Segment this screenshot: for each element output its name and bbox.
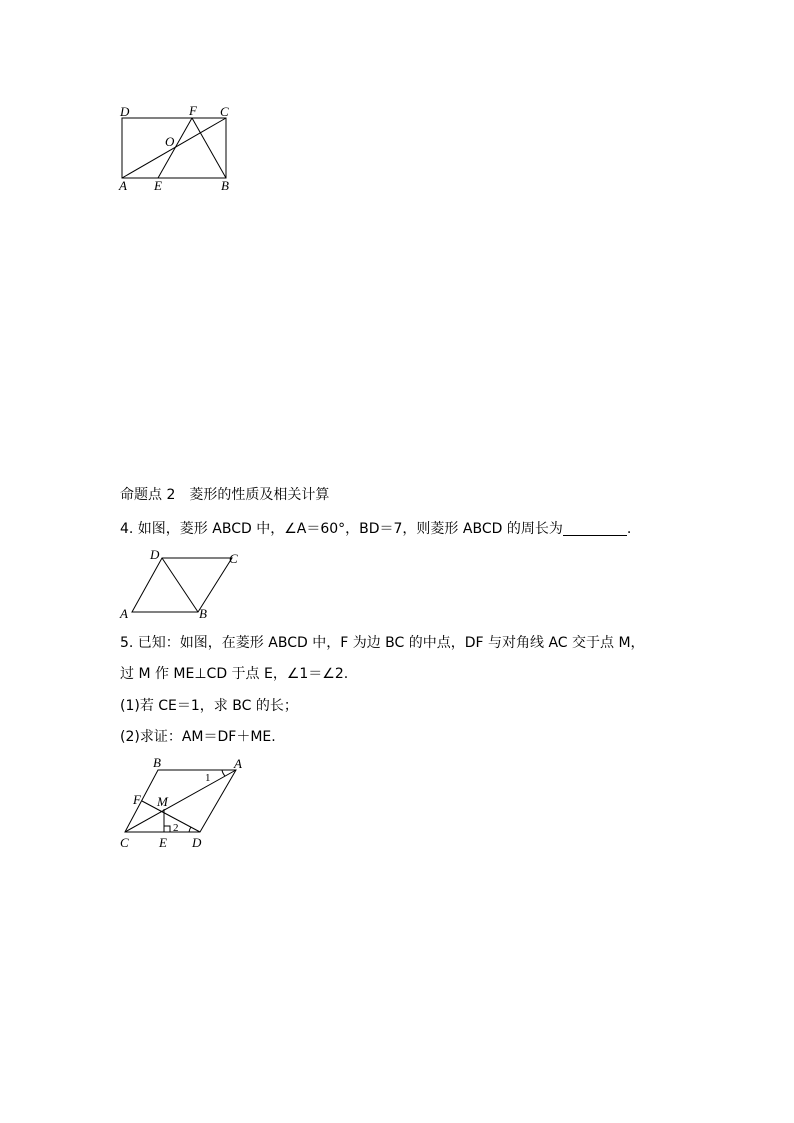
label-f: F xyxy=(133,792,141,807)
label-e: E xyxy=(154,178,162,193)
label-c: C xyxy=(229,551,238,566)
label-f: F xyxy=(189,103,197,118)
problem-5-part-2: (2)求证：AM＝DF＋ME. xyxy=(120,729,276,745)
label-b: B xyxy=(199,606,207,621)
label-angle-1: 1 xyxy=(205,772,211,784)
label-a: A xyxy=(120,606,128,621)
answer-blank[interactable] xyxy=(563,521,627,536)
figure-rhombus-abcd xyxy=(115,545,255,625)
label-e: E xyxy=(159,835,167,850)
problem-4-statement: 4. 如图，菱形 ABCD 中，∠A＝60°，BD＝7，则菱形 ABCD 的周长为 xyxy=(120,521,563,537)
label-a: A xyxy=(119,178,127,193)
problem-5-line-2: 过 M 作 ME⊥CD 于点 E，∠1＝∠2. xyxy=(120,666,349,682)
label-c: C xyxy=(120,835,129,850)
label-d: D xyxy=(150,547,160,562)
problem-4-period: . xyxy=(626,521,632,537)
problem-4-text xyxy=(120,520,631,538)
figure-rhombus-fme xyxy=(115,755,265,855)
label-c: C xyxy=(220,104,229,119)
label-b: B xyxy=(153,755,161,770)
label-d: D xyxy=(120,104,130,119)
segment-ef xyxy=(158,118,192,178)
label-a: A xyxy=(234,756,242,771)
segment-fb xyxy=(192,118,226,178)
problem-5-part-1: (1)若 CE＝1，求 BC 的长； xyxy=(120,698,298,714)
figure-rectangle-abcd xyxy=(110,100,250,200)
label-o: O xyxy=(165,134,175,149)
rhombus-outline xyxy=(132,558,232,612)
right-angle-mark xyxy=(164,826,170,832)
section-heading: 命题点 2 菱形的性质及相关计算 xyxy=(120,487,330,503)
label-d: D xyxy=(192,835,202,850)
angle-2-arc xyxy=(189,827,191,832)
label-b: B xyxy=(221,178,229,193)
label-m: M xyxy=(157,794,168,809)
problem-5-line-1: 5. 已知：如图，在菱形 ABCD 中，F 为边 BC 的中点，DF 与对角线 AC 交于点 M， xyxy=(120,635,645,651)
diagonal-bd xyxy=(162,558,198,612)
label-angle-2: 2 xyxy=(173,822,179,834)
angle-1-arc xyxy=(222,770,225,776)
